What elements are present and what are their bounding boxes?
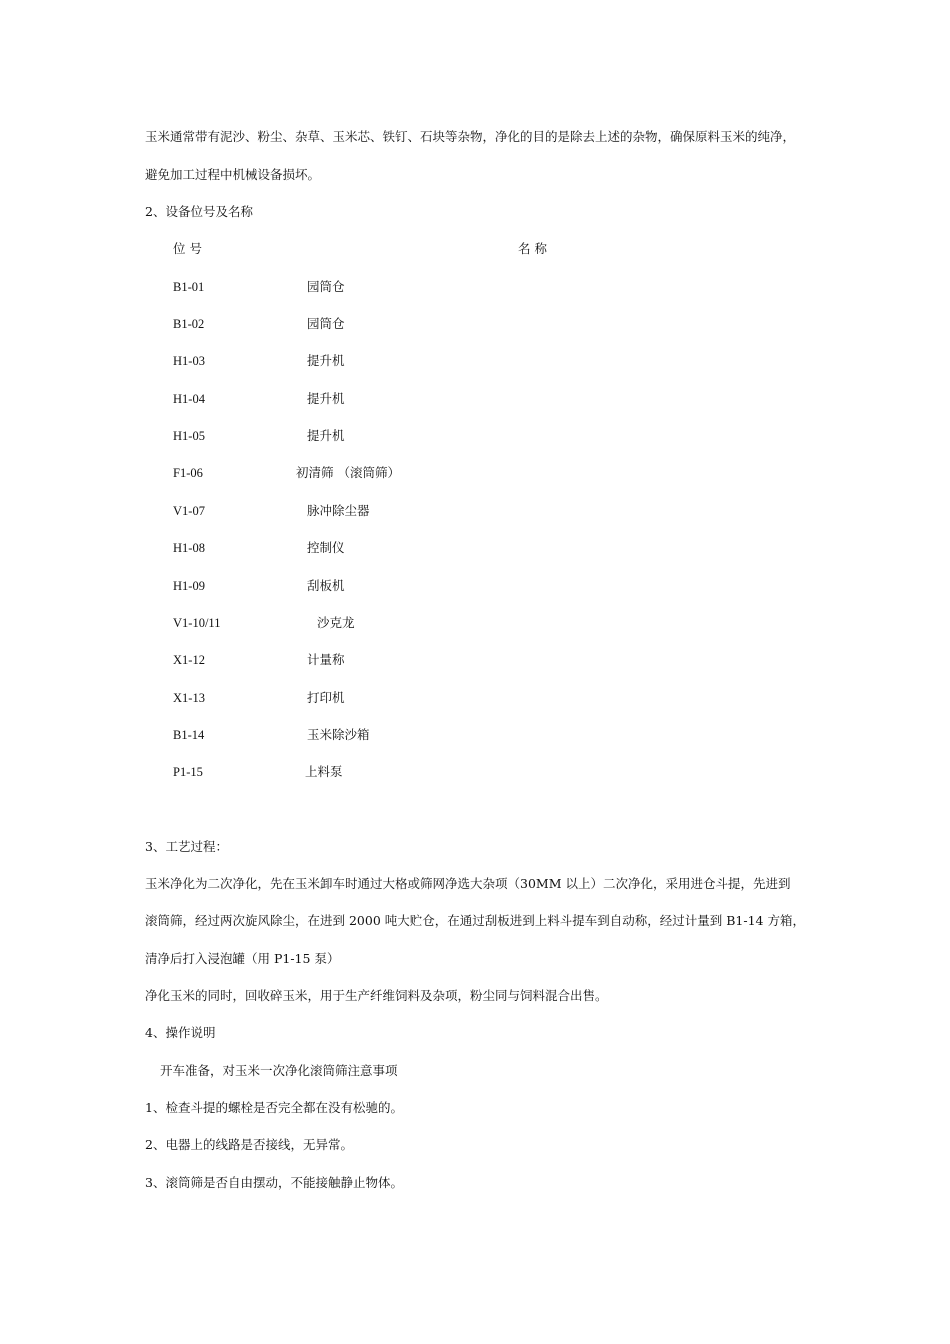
table-row-code: V1-07 <box>173 504 205 518</box>
table-row-code: B1-02 <box>173 317 205 331</box>
table-row-code: H1-04 <box>173 392 205 406</box>
table-row-code: H1-03 <box>173 354 205 368</box>
column-header-code: 位 号 <box>173 241 202 256</box>
list-item: 2、电器上的线路是否接线，无异常。 <box>145 1137 353 1152</box>
intro-line-1: 玉米通常带有泥沙、粉尘、杂草、玉米芯、铁钉、石块等杂物，净化的目的是除去上述的杂物，确保原料玉米的纯净， <box>145 129 796 144</box>
section-2-heading: 2、设备位号及名称 <box>145 204 253 219</box>
process-paragraph-line-1: 玉米净化为二次净化，先在玉米卸车时通过大格或筛网净选大杂项（30MM 以上）二次净化，采用进仓斗提，先进到 <box>145 876 791 891</box>
column-header-name: 名 称 <box>518 241 547 256</box>
process-paragraph-line-3: 清净后打入浸泡罐（用 P1-15 泵） <box>145 951 340 966</box>
table-row-code: V1-10/11 <box>173 616 221 630</box>
table-row-name: 初清筛 （滚筒筛） <box>296 465 400 480</box>
list-item: 1、检查斗提的螺栓是否完全都在没有松驰的。 <box>145 1100 403 1115</box>
process-paragraph-line-4: 净化玉米的同时，回收碎玉米，用于生产纤维饲料及杂项，粉尘同与饲料混合出售。 <box>145 988 608 1003</box>
table-row-name: 提升机 <box>307 391 345 406</box>
intro-line-2: 避免加工过程中机械设备损坏。 <box>145 167 321 182</box>
table-row-code: B1-14 <box>173 728 205 742</box>
section-4-heading: 4、操作说明 <box>145 1025 216 1040</box>
table-row-code: P1-15 <box>173 765 203 779</box>
table-row-code: H1-08 <box>173 541 205 555</box>
table-row-name: 玉米除沙箱 <box>307 727 370 742</box>
table-row-name: 提升机 <box>307 353 345 368</box>
table-row-name: 控制仪 <box>307 540 345 555</box>
table-row-code: H1-05 <box>173 429 205 443</box>
section-3-heading: 3、工艺过程： <box>145 839 228 854</box>
table-row-code: F1-06 <box>173 466 203 480</box>
table-row-name: 提升机 <box>307 428 345 443</box>
table-row-code: B1-01 <box>173 280 205 294</box>
list-item: 3、滚筒筛是否自由摆动，不能接触静止物体。 <box>145 1175 403 1190</box>
table-row-code: X1-12 <box>173 653 205 667</box>
table-row-name: 上料泵 <box>305 764 343 779</box>
table-row-name: 打印机 <box>307 690 345 705</box>
operation-intro: 开车准备，对玉米一次净化滚筒筛注意事项 <box>160 1063 398 1078</box>
table-row-name: 脉冲除尘器 <box>307 503 370 518</box>
table-row-name: 刮板机 <box>307 578 345 593</box>
table-row-name: 沙克龙 <box>317 615 355 630</box>
table-row-name: 园筒仓 <box>307 279 345 294</box>
table-row-code: X1-13 <box>173 691 205 705</box>
process-paragraph-line-2: 滚筒筛，经过两次旋风除尘，在进到 2000 吨大贮仓，在通过刮板进到上料斗提车到自动称，经过计量到 B1-14 方箱， <box>145 913 805 928</box>
table-row-name: 计量称 <box>307 652 345 667</box>
table-row-code: H1-09 <box>173 579 205 593</box>
table-row-name: 园筒仓 <box>307 316 345 331</box>
